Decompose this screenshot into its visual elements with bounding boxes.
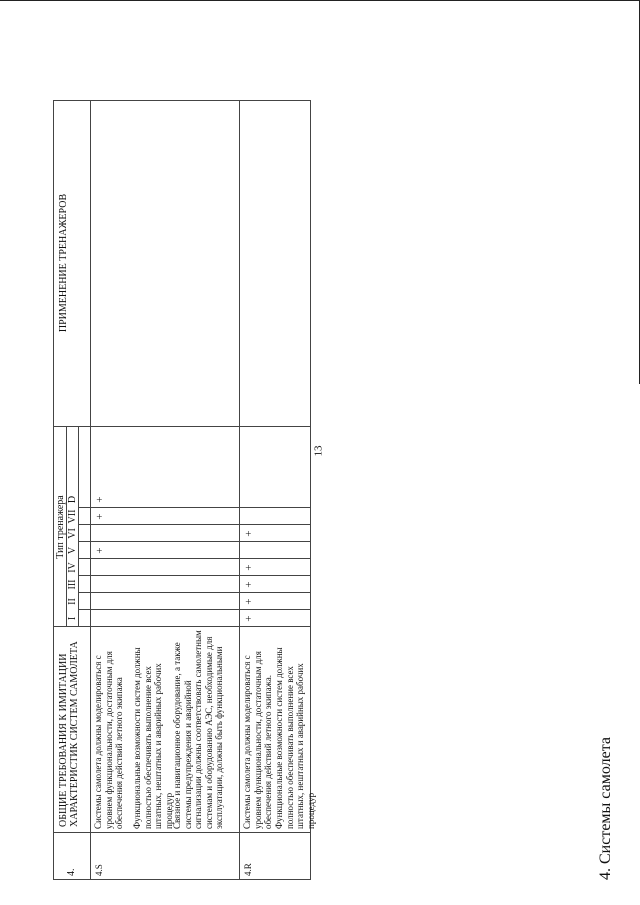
rotated-content: [0, 2, 640, 902]
row-4r-mark-vi: +: [243, 530, 255, 537]
row-4r-mark-iii: +: [243, 581, 255, 588]
header-application: ПРИМЕНЕНИЕ ТРЕНАЖЕРОВ: [58, 193, 69, 333]
level-header-iii: III: [67, 579, 78, 590]
level-header-vi: VI: [67, 528, 78, 539]
col-divider: [54, 426, 310, 427]
col-divider: [54, 832, 310, 833]
header-requirements: ОБЩИЕ ТРЕБОВАНИЯ К ИМИТАЦИИ ХАРАКТЕРИСТИК СИСТЕМ САМОЛЕТА: [58, 641, 80, 827]
systems-table: [53, 100, 316, 880]
level-header-i: I: [67, 616, 78, 621]
level-divider: [78, 507, 310, 508]
level-divider: [78, 575, 310, 576]
row-divider: [239, 101, 240, 879]
row-4s-text-2: Функциональные возможности систем должны полностью обеспечивать выполнение всех штатных, нештатных и аварийных рабочих процедур: [132, 647, 174, 829]
level-divider: [78, 609, 310, 610]
row-4s-text-1: Системы самолета должны моделироваться с уровнем функциональности, достаточным для обеспечения действий летного экипажа: [93, 651, 124, 829]
page-top-edge: [0, 0, 640, 1]
row-4r-text-2: Функциональные возможности систем должны полностью обеспечивать выполнение всех штатных, нештатных и аварийных рабочих процедур: [274, 647, 316, 829]
row-4s-text-3: Связное и навигационное оборудование, а также системы предупреждения и аварийной сигнализации должны соответствовать самолетным системам и оборудованию АЭС, необходимые для эксплуатации, должны быть функциональными: [172, 630, 224, 829]
row-4s-mark-vii: +: [94, 513, 106, 520]
level-header-v: V: [67, 546, 78, 555]
row-divider: [90, 101, 91, 879]
col-divider: [54, 626, 310, 627]
level-divider: [78, 558, 310, 559]
row-code-4s: 4.S: [94, 864, 104, 876]
row-4s-mark-d: +: [94, 496, 106, 503]
row-4r-mark-iv: +: [243, 564, 255, 571]
level-header-vii: VII: [67, 509, 78, 524]
level-header-d: D: [67, 495, 78, 504]
header-trainer-type: Тип тренажера: [55, 495, 66, 559]
row-code-4r: 4.R: [243, 863, 253, 876]
row-4s-mark-v: +: [94, 547, 106, 554]
level-divider: [78, 524, 310, 525]
page-number: 13: [312, 445, 325, 457]
row-4r-mark-ii: +: [243, 598, 255, 605]
section-title: 4. Системы самолета: [597, 737, 614, 880]
header-num: 4.: [66, 868, 77, 876]
level-divider: [78, 541, 310, 542]
row-4r-text-1: Системы самолета должны моделироваться с уровнем функциональности, достаточным для обеспечения действий летного экипажа.: [242, 651, 273, 829]
row-4r-mark-i: +: [243, 615, 255, 622]
level-divider: [78, 592, 310, 593]
level-header-iv: IV: [67, 562, 78, 573]
row-divider: [78, 427, 79, 627]
level-header-ii: II: [67, 598, 78, 605]
